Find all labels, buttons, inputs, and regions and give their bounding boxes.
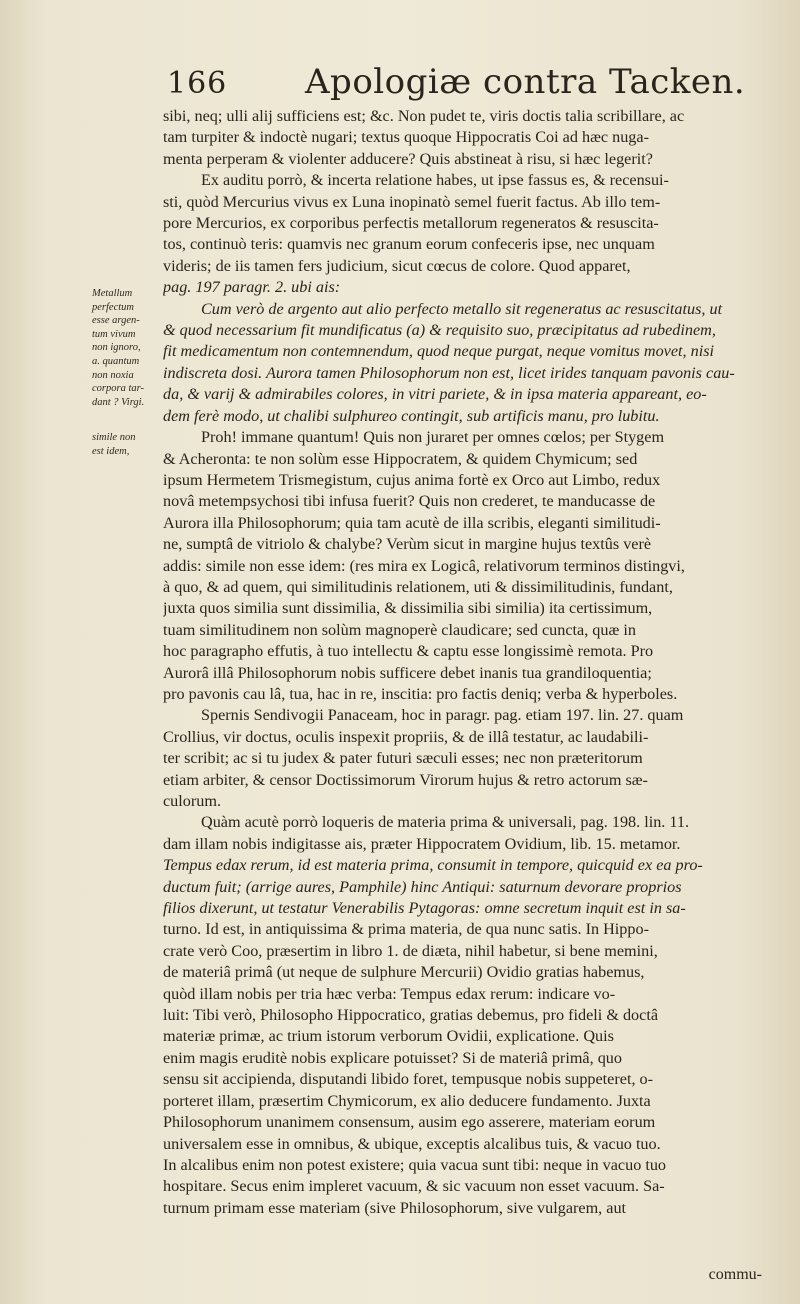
text-line: Aurorâ illâ Philosophorum nobis sufficere debet inanis tua grandiloquentia; xyxy=(163,663,652,682)
text-line: Tempus edax rerum, id est materia prima, consumit in tempore, quicquid ex ea pro- xyxy=(163,856,703,875)
margin-notes xyxy=(92,287,158,481)
text-line: Philosophorum unanimem consensum, ausim ego asserere, materiam eorum xyxy=(163,1113,656,1132)
text-line: tam turpiter & indoctè nugari; textus quoque Hippocratis Coi ad hæc nuga- xyxy=(163,128,649,147)
page-header xyxy=(165,62,765,106)
text-line: sibi, neq; ulli alij sufficiens est; &c. Non pudet te, viris doctis talia scribillare, ac xyxy=(163,107,685,125)
catchword: commu- xyxy=(708,1266,762,1283)
margin-note-line: non noxia xyxy=(92,369,134,381)
text-line: Aurora illa Philosophorum; quia tam acutè de illa scribis, eleganti similitudi- xyxy=(163,513,661,532)
text-line: de materiâ primâ (ut neque de sulphure Mercurii) Ovidio gratias habemus, xyxy=(163,963,645,982)
text-line: sensu sit accipienda, disputandi libido foret, tempusque nobis suppeteret, o- xyxy=(163,1070,654,1089)
text-line: videris; de iis tamen fers judicium, sicut cœcus de colore. Quod apparet, xyxy=(163,256,631,275)
text-line: novâ metempsychosi tibi infusa fuerit? Quis non crederet, te manducasse de xyxy=(163,492,656,511)
body-text xyxy=(163,106,765,1219)
margin-note-line: Metallum xyxy=(92,288,133,299)
margin-note-line: corpora tar- xyxy=(92,383,144,395)
text-line: tuam similitudinem non solùm magnoperè claudicare; sed cuncta, quæ in xyxy=(163,620,636,639)
text-line: pore Mercurios, ex corporibus perfectis metallorum regeneratos & resuscita- xyxy=(163,214,659,233)
text-line: crate verò Coo, præsertim in libro 1. de diæta, nihil habetur, si bene memini, xyxy=(163,941,658,960)
text-line: sti, quòd Mercurius vivus ex Luna inopinatò semel fuerit factus. Ab illo tem- xyxy=(163,192,661,211)
text-line: indiscreta dosi. Aurora tamen Philosophorum non est, licet irides tanquam pavonis cau- xyxy=(163,363,735,382)
text-line: ductum fuit; (arrige aures, Pamphile) hinc Antiqui: saturnum devorare proprios xyxy=(163,877,682,896)
text-line: dam illam nobis indigitasse ais, præter Hippocratem Ovidium, lib. 15. metamor. xyxy=(163,834,681,853)
margin-note-line: dant ? Virgi. xyxy=(92,396,145,408)
margin-note-line: a. quantum xyxy=(92,355,140,367)
text-line: In alcalibus enim non potest existere; quia vacua sunt tibi: neque in vacuo tuo xyxy=(163,1155,667,1174)
margin-note-line: esse argen- xyxy=(92,315,140,327)
text-line: turnum primam esse materiam (sive Philosophorum, sive vulgarem, aut xyxy=(163,1198,627,1217)
text-line: & Acheronta: te non solùm esse Hippocratem, & quidem Chymicum; sed xyxy=(163,449,638,468)
text-line: Quàm acutè porrò loqueris de materia prima & universali, pag. 198. lin. 11. xyxy=(201,813,690,832)
text-line: juxta quos similia sunt dissimilia, & dissimilia sibi similia) ita certissimum, xyxy=(163,599,653,618)
text-line: Crollius, vir doctus, oculis inspexit propriis, & de illâ testatur, ac laudabili- xyxy=(163,727,649,746)
text-line: universalem esse in omnibus, & ubique, exceptis alcalibus tuis, & vacuo tuo. xyxy=(163,1134,661,1153)
text-line: Ex auditu porrò, & incerta relatione habes, ut ipse fassus es, & recensui- xyxy=(201,171,669,190)
text-line: porteret illam, præsertim Chymicorum, ex alio deducere fundamento. Juxta xyxy=(163,1091,651,1110)
margin-note xyxy=(92,431,158,458)
text-line: enim magis eruditè nobis explicare potuisset? Si de materiâ primâ, quo xyxy=(163,1048,622,1067)
text-line: pro pavonis cau lâ, tua, hac in re, inscitia: pro factis deniq; verba & hyperboles. xyxy=(163,684,678,703)
text-line: da, & varij & admirabiles colores, in vitri pariete, & in ipsa materia appareant, eo- xyxy=(163,385,707,404)
margin-note-line: perfectum xyxy=(92,301,134,313)
page-number: 166 xyxy=(167,66,228,101)
text-line: ne, sumptâ de vitriolo & chalybe? Verùm sicut in margine hujus textûs verè xyxy=(163,535,652,554)
text-line: pag. 197 paragr. 2. ubi ais: xyxy=(163,278,341,297)
text-line: quòd illam nobis per tria hæc verba: Tempus edax rerum: indicare vo- xyxy=(163,984,616,1003)
text-line: materiæ primæ, ac trium istorum verborum Ovidii, explicatione. Quis xyxy=(163,1027,614,1046)
text-line: ipsum Hermetem Trismegistum, cujus anima fortè ex Orco aut Limbo, redux xyxy=(163,470,661,489)
text-line: Spernis Sendivogii Panaceam, hoc in paragr. pag. etiam 197. lin. 27. quam xyxy=(201,706,684,725)
text-line: filios dixerunt, ut testatur Venerabilis Pytagoras: omne secretum inquit est in sa- xyxy=(163,899,686,918)
text-line: Cum verò de argento aut alio perfecto metallo sit regeneratus ac resuscitatus, ut xyxy=(201,299,723,318)
text-line: menta perperam & violenter adducere? Quis abstineat à risu, si hæc legerit? xyxy=(163,149,653,168)
text-line: fit medicamentum non contemnendum, quod neque purgat, neque vomitus movet, nisi xyxy=(163,342,715,361)
text-line: Proh! immane quantum! Quis non juraret per omnes cœlos; per Stygem xyxy=(201,428,665,447)
margin-note-line: tum vivum xyxy=(92,328,136,340)
text-line: à quo, & ad quem, qui similitudinis relationem, uti & dissimilitudinis, fundant, xyxy=(163,577,673,596)
text-line: hoc paragrapho effutis, à tuo intellectu & captu esse longissimè remota. Pro xyxy=(163,642,654,661)
text-line: ter scribit; ac si tu judex & pater futuri sæculi esses; nec non præteritorum xyxy=(163,749,643,768)
margin-note-line: est idem, xyxy=(92,445,130,457)
margin-note xyxy=(92,287,158,409)
margin-note-line: non ignoro, xyxy=(92,342,141,354)
text-line: & quod necessarium fit mundificatus (a) & requisito suo, præcipitatus ad rubedinem, xyxy=(163,321,716,340)
text-line: dem ferè modo, ut chalibi sulphureo contingit, sub artificis manu, pro lubitu. xyxy=(163,406,660,425)
text-line: tos, continuò teris: quamvis nec granum eorum confeceris ipse, nec unquam xyxy=(163,235,655,254)
text-line: etiam arbiter, & censor Doctissimorum Virorum hujus & retro actorum sæ- xyxy=(163,770,648,789)
text-line: turno. Id est, in antiquissima & prima materia, de qua nunc satis. In Hippo- xyxy=(163,920,649,939)
text-line: addis: simile non esse idem: (res mira ex Logicâ, relativorum terminos distingvi, xyxy=(163,556,685,575)
running-title: Apologiæ contra Tacken. xyxy=(305,62,746,102)
text-line: culorum. xyxy=(163,792,221,810)
text-line: luit: Tibi verò, Philosopho Hippocratico, gratias debemus, pro fideli & doctâ xyxy=(163,1006,659,1025)
text-line: hospitare. Secus enim impleret vacuum, & sic vacuum non esset vacuum. Sa- xyxy=(163,1177,665,1196)
margin-note-line: simile non xyxy=(92,432,136,444)
